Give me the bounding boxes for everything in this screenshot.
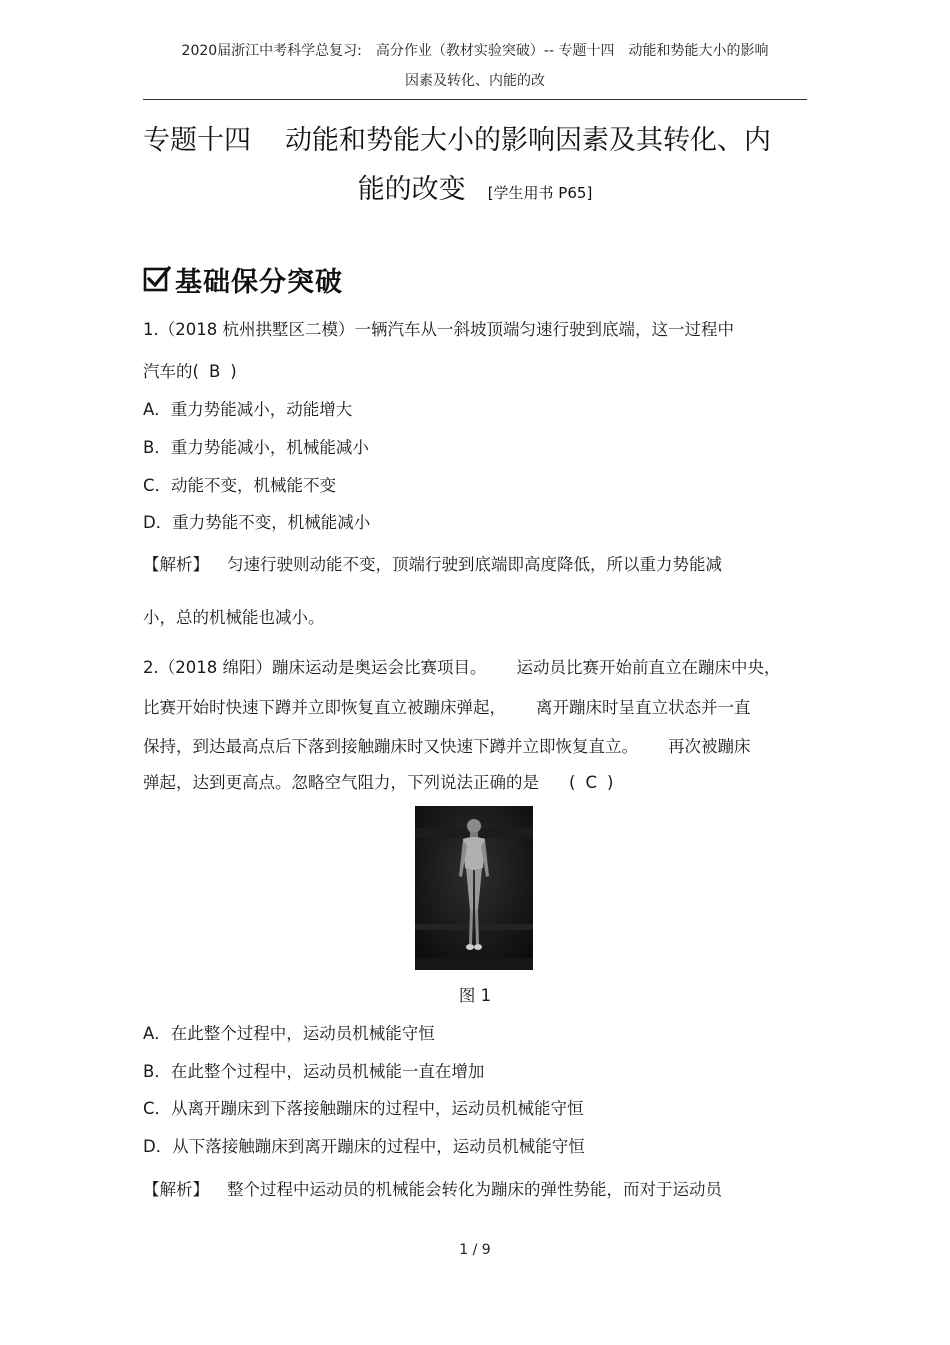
q1-answer: B [208,362,221,381]
q2-option-a: A．在此整个过程中，运动员机械能守恒 [143,1024,435,1043]
page-number: 1 / 9 [459,1242,491,1258]
page-title-line-1 [143,121,807,161]
q1-analysis-line-1: 【解析】 匀速行驶则动能不变，顶端行驶到底端即高度降低，所以重力势能减 [143,555,722,574]
q2-answer: C [585,773,597,792]
section-heading [143,260,343,298]
textbook-reference: [学生用书 P65] [487,184,593,202]
title-topic-text: 动能和势能大小的影响因素及其转化、内 [285,125,771,156]
q1-analysis-tag: 【解析】 [143,555,209,574]
q2-stem-line-4: 弹起，达到更高点。忽略空气阻力，下列说法正确的是 ( C ) [143,771,807,795]
q1-analysis-line-2: 小，总的机械能也减小。 [143,608,325,627]
trampoline-athlete-photo [415,806,533,970]
q1-option-d: D．重力势能不变，机械能减小 [143,513,371,532]
title-topic-text-end: 能的改变 [357,174,466,205]
q1-option-a: A．重力势能减小，动能增大 [143,400,353,419]
q1-stem-line-1: 1.（2018 杭州拱墅区二模）一辆汽车从一斜坡顶端匀速行驶到底端，这一过程中 [143,320,734,339]
q2-stem-line-2: 比赛开始时快速下蹲并立即恢复直立被蹦床弹起， 离开蹦床时呈直立状态并一直 [143,698,751,717]
section-label: 基础保分突破 [175,266,343,298]
q2-analysis-tag: 【解析】 [143,1180,209,1199]
header-line-2: 因素及转化、内能的改 [405,73,545,89]
q2-option-c: C．从离开蹦床到下落接触蹦床的过程中，运动员机械能守恒 [143,1099,584,1118]
q2-option-b: B．在此整个过程中，运动员机械能一直在增加 [143,1062,485,1081]
running-header [143,36,807,96]
checkbox-checked-icon [143,265,171,293]
header-line-1: 2020届浙江中考科学总复习: 高分作业（教材实验突破）-- 专题十四 动能和势能大小的影响 [181,43,769,59]
q1-option-c: C．动能不变，机械能不变 [143,476,337,495]
page-title-line-2 [143,170,807,213]
header-divider [143,99,807,100]
q2-analysis-line-1: 【解析】 整个过程中运动员的机械能会转化为蹦床的弹性势能，而对于运动员 [143,1180,722,1199]
q1-option-b: B．重力势能减小，机械能减小 [143,438,369,457]
q2-stem-line-3: 保持，到达最高点后下落到接触蹦床时又快速下蹲并立即恢复直立。 再次被蹦床 [143,737,751,756]
title-topic-number: 专题十四 [143,125,251,156]
q1-stem-line-2: 汽车的( B ) [143,360,807,384]
figure-caption: 图 1 [458,986,492,1005]
q2-option-d: D．从下落接触蹦床到离开蹦床的过程中，运动员机械能守恒 [143,1137,585,1156]
q2-stem-line-1: 2.（2018 绵阳）蹦床运动是奥运会比赛项目。 运动员比赛开始前直立在蹦床中央， [143,658,781,677]
